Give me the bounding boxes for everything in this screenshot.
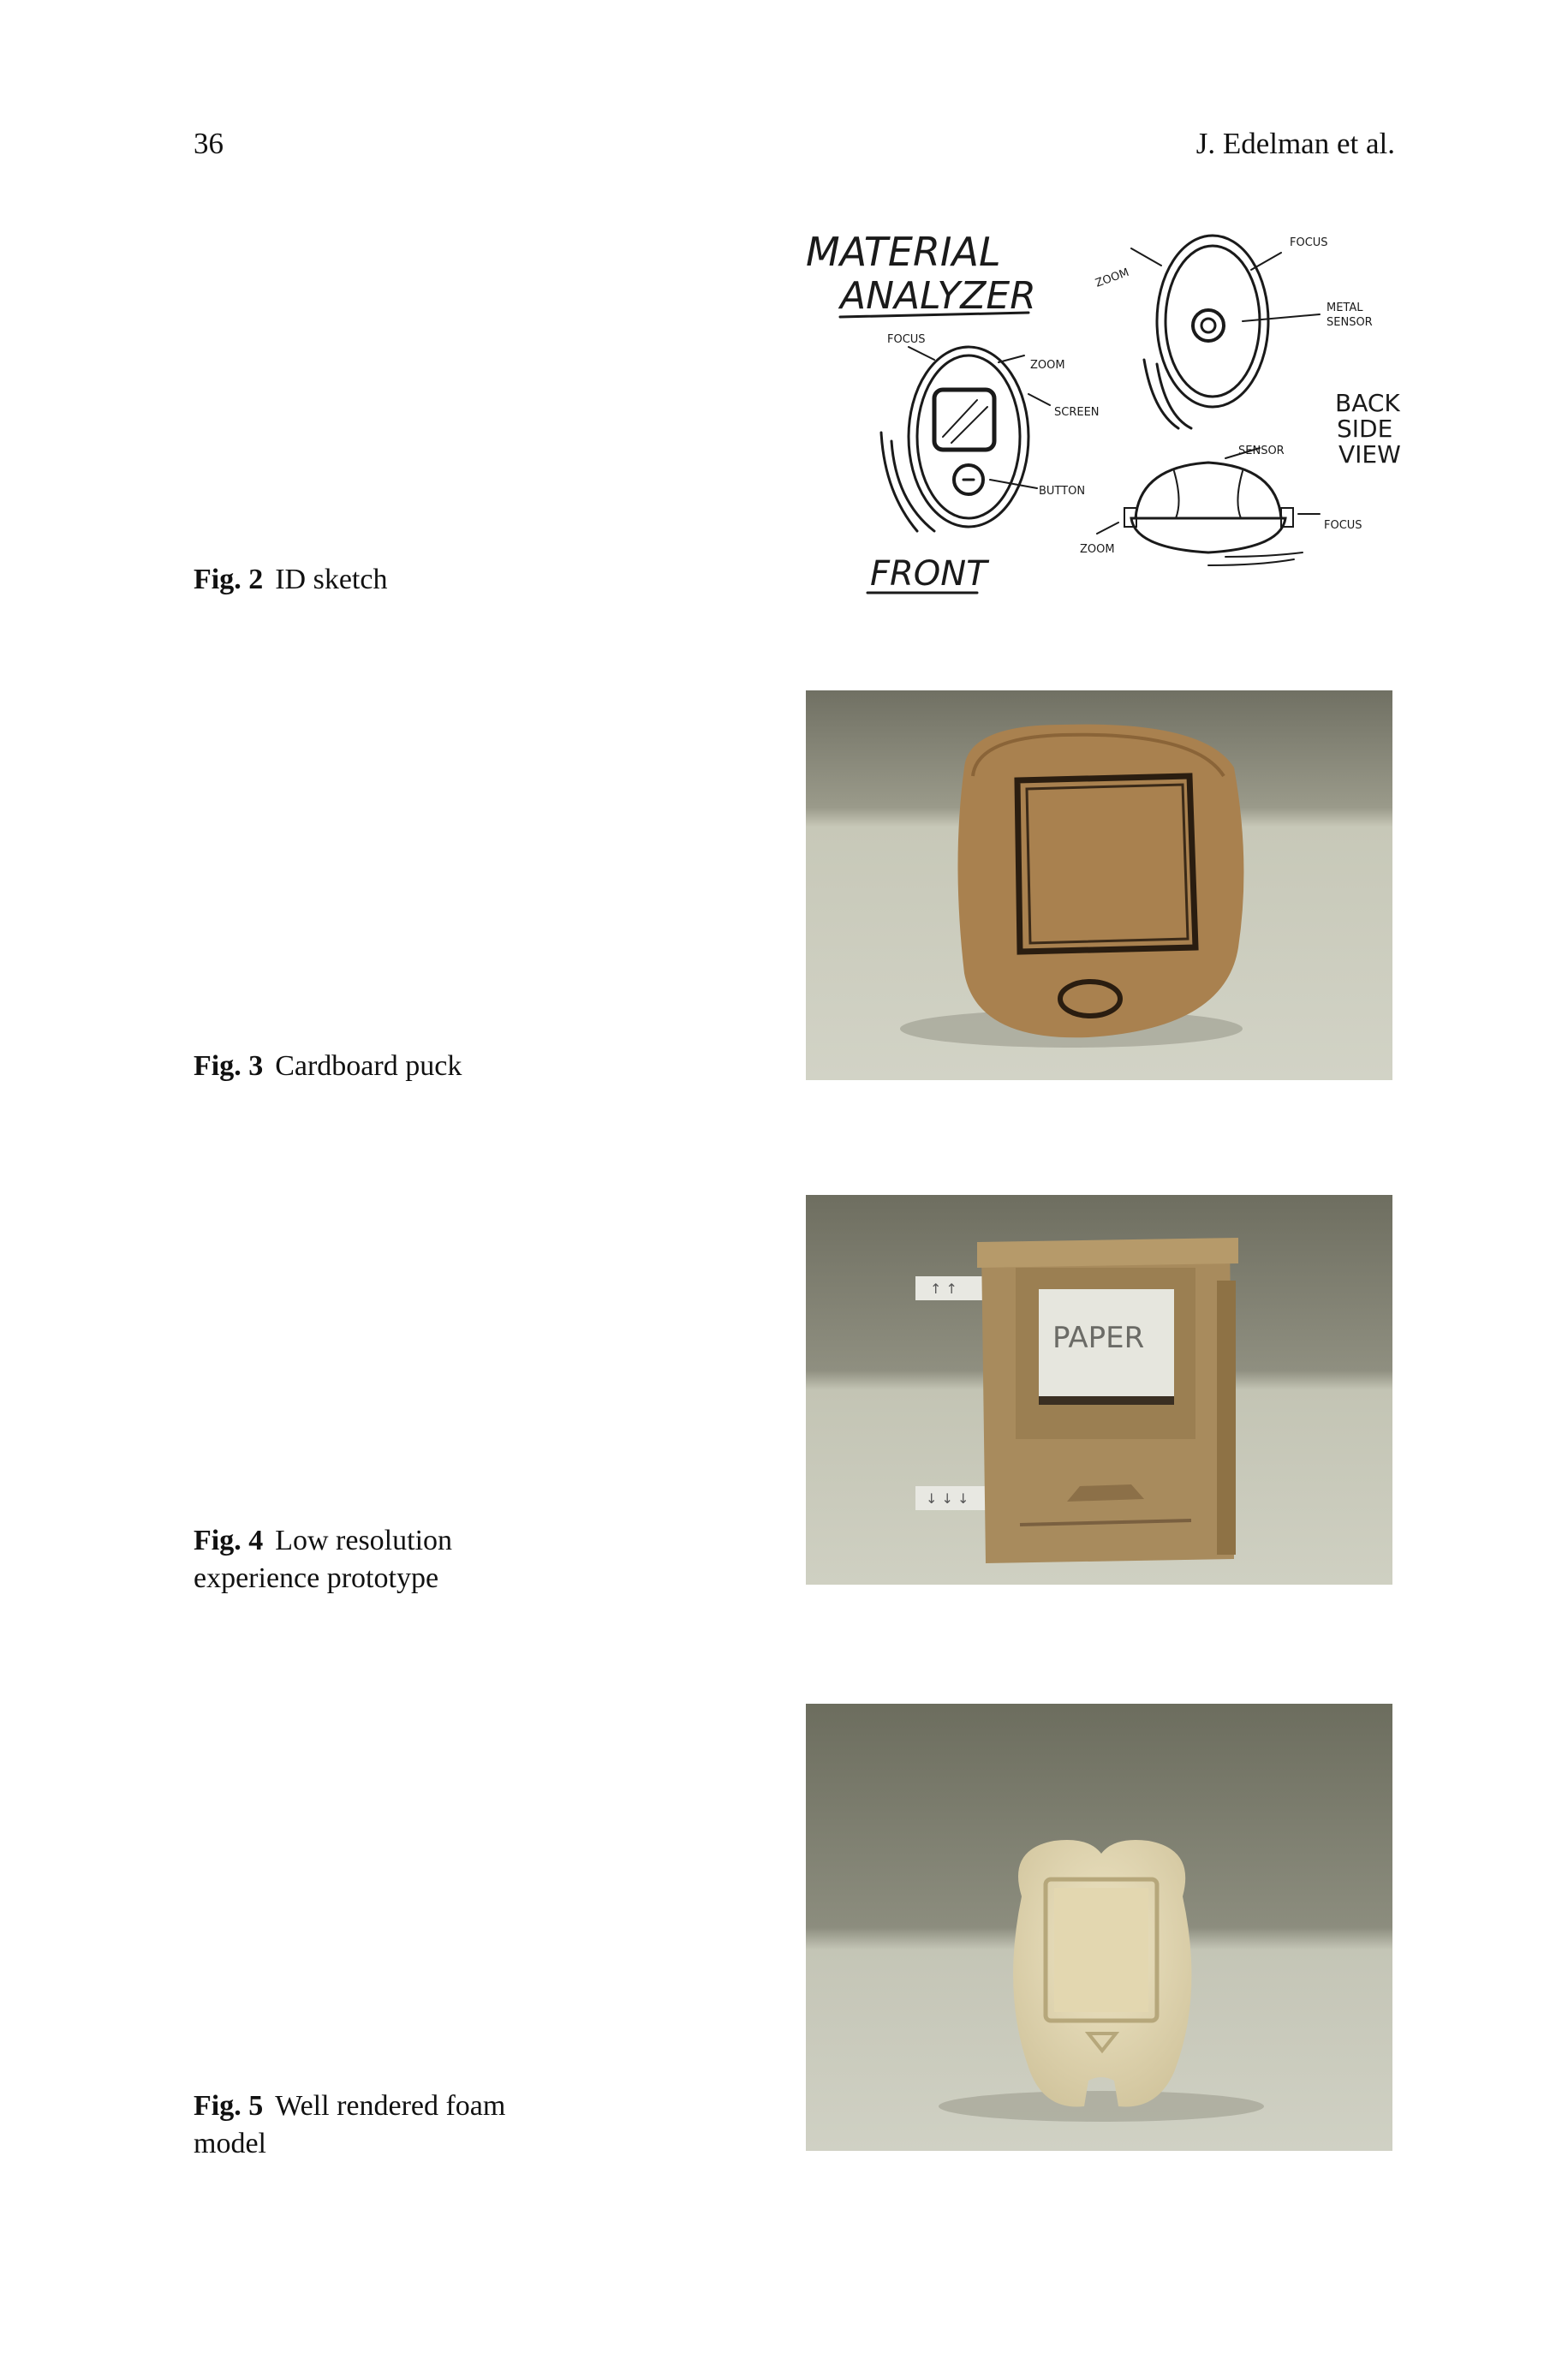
back-label-zoom: ZOOM — [1094, 266, 1131, 290]
figure-label: Fig. 5 — [194, 2090, 264, 2122]
sketch-title-line1: MATERIAL — [806, 229, 1001, 275]
figure-caption-text: Low resolution experience prototype — [194, 1525, 453, 1594]
figure-label: Fig. 4 — [194, 1525, 264, 1556]
figure-5-caption — [194, 2087, 562, 2163]
figure-4-caption — [194, 1522, 562, 1598]
figure-caption-text: Cardboard puck — [275, 1050, 462, 1082]
figure-4-photo — [806, 1195, 1392, 1585]
figure-caption-text: Well rendered foam model — [194, 2090, 506, 2159]
front-view-drawing — [881, 347, 1050, 531]
back-label-metal: METAL — [1327, 302, 1363, 314]
back-side-view-line1: BACK — [1335, 389, 1400, 417]
cardboard-prototype — [977, 1238, 1238, 1563]
figure-caption-text: ID sketch — [275, 564, 388, 595]
svg-text:↓ ↓ ↓: ↓ ↓ ↓ — [926, 1490, 969, 1507]
paper-strip-bottom — [915, 1486, 997, 1510]
back-label-sensor: SENSOR — [1327, 316, 1373, 329]
figure-label: Fig. 3 — [194, 1050, 264, 1082]
front-label-screen: SCREEN — [1054, 406, 1100, 419]
cardboard-puck — [958, 725, 1244, 1038]
paper-label: PAPER — [1052, 1321, 1145, 1355]
figure-2-sketch — [806, 218, 1401, 600]
figure-3-caption — [194, 1048, 562, 1085]
page-number: 36 — [194, 127, 224, 160]
sketch-title-line2: ANALYZER — [840, 274, 1036, 318]
running-head: J. Edelman et al. — [1195, 127, 1395, 160]
svg-text:↑ ↑: ↑ ↑ — [930, 1281, 957, 1297]
figure-label: Fig. 2 — [194, 564, 264, 595]
side-label-focus: FOCUS — [1324, 519, 1362, 532]
side-label-sensor: SENSOR — [1238, 445, 1285, 457]
front-label: FRONT — [870, 554, 987, 594]
side-label-zoom: ZOOM — [1080, 543, 1115, 556]
front-label-focus: FOCUS — [887, 333, 926, 346]
back-side-view-line2: SIDE — [1337, 415, 1393, 443]
figure-3-photo — [806, 690, 1392, 1080]
foam-model — [1013, 1840, 1191, 2107]
back-side-view-line3: VIEW — [1338, 440, 1401, 469]
front-label-button: BUTTON — [1039, 485, 1086, 498]
front-label-zoom: ZOOM — [1030, 359, 1065, 372]
back-view-drawing — [1131, 236, 1320, 428]
side-view-drawing — [1097, 448, 1320, 565]
figure-2-caption — [194, 561, 562, 599]
figure-5-photo — [806, 1704, 1392, 2151]
back-label-focus: FOCUS — [1290, 236, 1328, 249]
